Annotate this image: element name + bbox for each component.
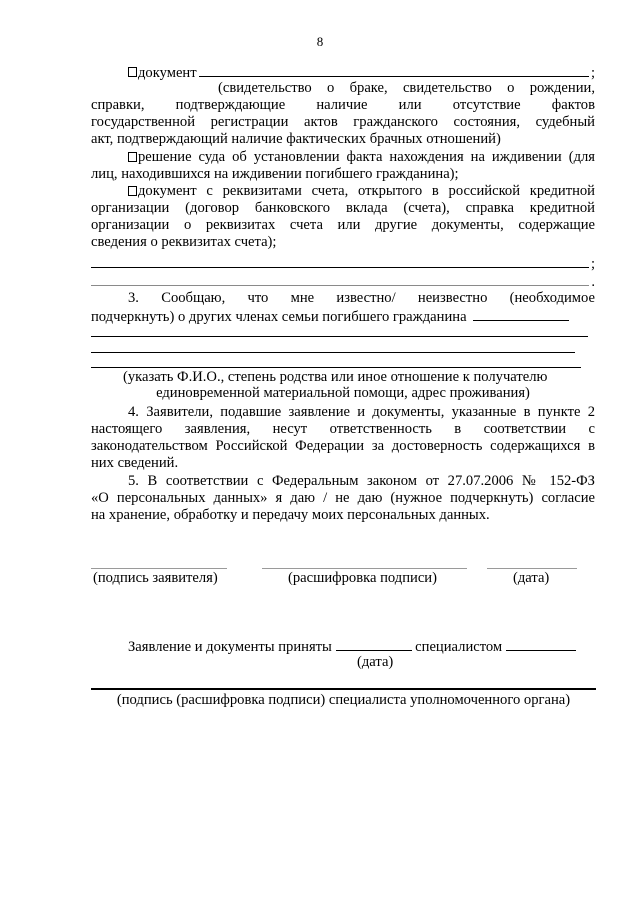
document-fill-line[interactable] <box>199 63 589 77</box>
paragraph-4-line-1: 4. Заявители, подавшие заявление и документы, указанные в пункте 2 <box>128 404 595 420</box>
acceptance-date-fill[interactable] <box>336 637 412 651</box>
line-end-period: . <box>591 274 595 290</box>
family-members-line-1[interactable] <box>91 336 588 337</box>
family-members-line-2[interactable] <box>91 352 575 353</box>
court-decision-line-2: лиц, находившихся на иждивении погибшего гражданина); <box>91 166 459 182</box>
signature-decoding-caption: (расшифровка подписи) <box>288 570 437 586</box>
paragraph-5-line-3: на хранение, обработку и передачу моих персональных данных. <box>91 507 490 523</box>
paragraph-5-line-1: 5. В соответствии с Федеральным законом от 27.07.2006 № 152-ФЗ <box>128 473 595 489</box>
blank-fill-2[interactable] <box>91 272 589 286</box>
document-checkbox[interactable] <box>128 67 137 77</box>
document-description-line-4: акт, подтверждающий наличие фактических брачных отношений) <box>91 131 501 147</box>
specialist-signature-line[interactable] <box>91 688 596 690</box>
bank-account-line-3: организации о реквизитах счета или другие документы, содержащие <box>91 217 595 233</box>
paragraph-4-line-3: законодательством Российской Федерации за достоверность содержащихся в <box>91 438 595 454</box>
court-decision-text: решение суда об установлении факта нахождения на иждивении (для <box>138 149 595 165</box>
paragraph-5-line-2: «О персональных данных» я даю / не даю (нужное подчеркнуть) согласие <box>91 490 595 506</box>
bank-account-checkbox[interactable] <box>128 186 137 196</box>
court-decision-line <box>128 149 595 166</box>
paragraph-4-line-2: настоящего заявления, несут ответственность в соответствии с <box>91 421 595 437</box>
applicant-signature-line[interactable] <box>91 568 227 569</box>
document-label: документ <box>138 65 197 81</box>
specialist-text: специалистом <box>415 639 503 655</box>
blank-line-2 <box>91 272 595 291</box>
document-description-line-2: справки, подтверждающие наличие или отсутствие фактов <box>91 97 595 113</box>
applicant-signature-caption: (подпись заявителя) <box>93 570 218 586</box>
date-caption: (дата) <box>513 570 550 586</box>
bank-account-line-4: сведения о реквизитах счета); <box>91 234 277 250</box>
court-decision-checkbox[interactable] <box>128 152 137 162</box>
document-description-line-3: государственной регистрации актов гражданского состояния, судебный <box>91 114 595 130</box>
specialist-signature-caption: (подпись (расшифровка подписи) специалиста уполномоченного органа) <box>116 692 571 708</box>
acceptance-text: Заявление и документы приняты <box>128 639 332 655</box>
family-members-line-3[interactable] <box>91 367 581 368</box>
acceptance-date-caption: (дата) <box>357 654 394 670</box>
family-members-fill[interactable] <box>473 307 569 321</box>
date-line[interactable] <box>487 568 577 569</box>
page-number: 8 <box>316 34 324 49</box>
bank-account-line-2: организации (договор банковского вклада (счета), справка кредитной <box>91 200 595 216</box>
signature-decoding-line[interactable] <box>262 568 467 569</box>
family-note-line-2: единовременной материальной помощи, адрес проживания) <box>156 385 530 401</box>
paragraph-3-text: подчеркнуть) о других членах семьи погибшего гражданина <box>91 309 467 325</box>
specialist-fill[interactable] <box>506 637 576 651</box>
line-end-semicolon-2: ; <box>590 256 595 272</box>
document-description-line-1: (свидетельство о браке, свидетельство о рождении, <box>218 80 595 96</box>
family-note-line-1: (указать Ф.И.О., степень родства или иное отношение к получателю <box>123 369 548 385</box>
bank-account-line <box>128 183 595 200</box>
bank-account-text: документ с реквизитами счета, открытого в российской кредитной <box>138 183 595 199</box>
blank-line-1 <box>91 254 595 273</box>
paragraph-3-line-2 <box>91 307 571 326</box>
blank-fill-1[interactable] <box>91 254 589 268</box>
line-end-semicolon: ; <box>590 65 595 81</box>
acceptance-line <box>128 637 576 656</box>
paragraph-3-line-1: 3. Сообщаю, что мне известно/ неизвестно (необходимое <box>128 290 595 306</box>
paragraph-4-line-4: них сведений. <box>91 455 179 471</box>
